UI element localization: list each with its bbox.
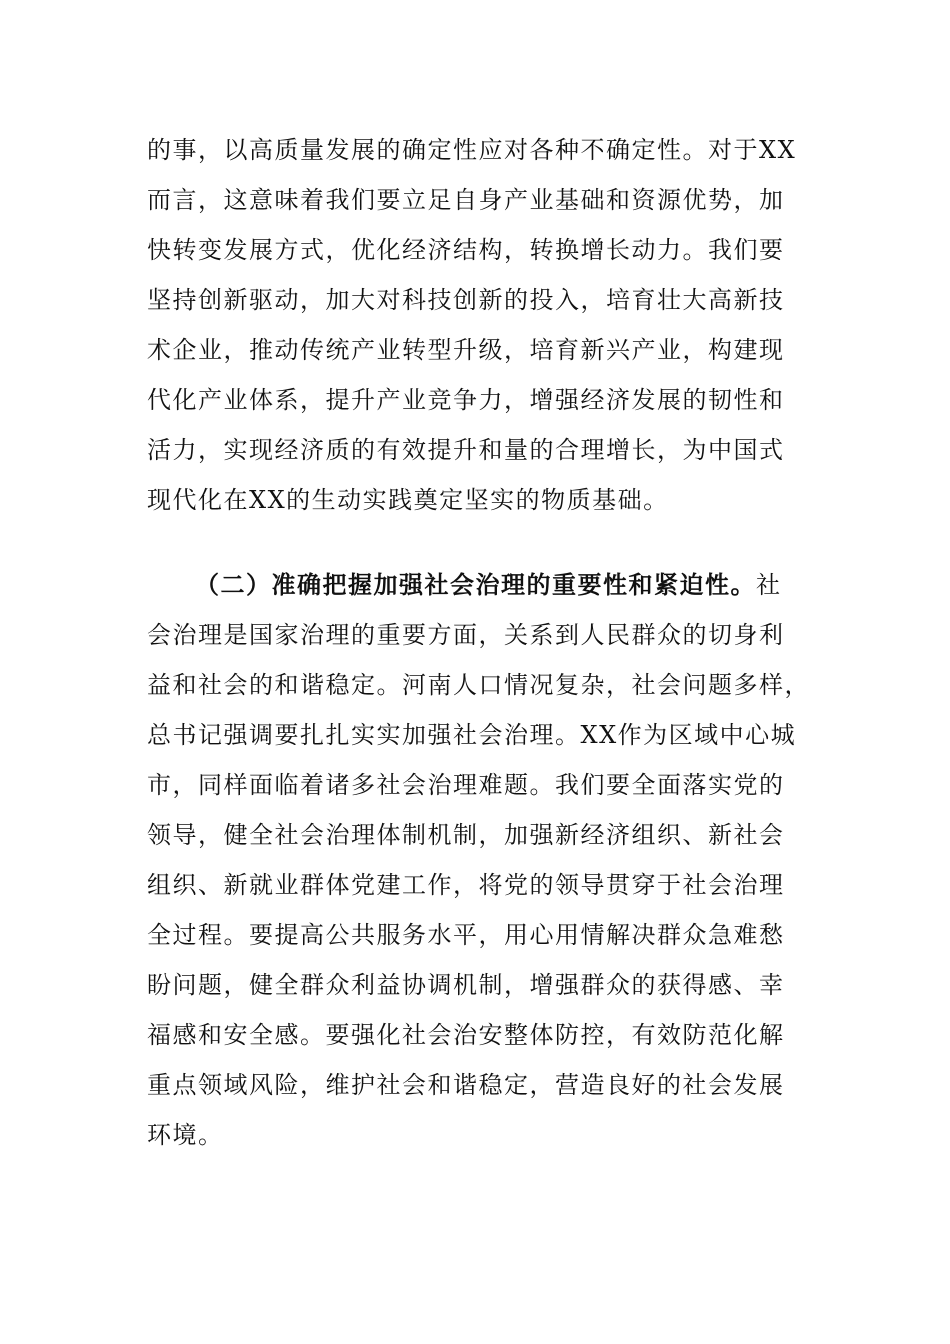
text-line: 盼问题，健全群众利益协调机制，增强群众的获得感、幸 (147, 971, 785, 999)
text-line: 会治理是国家治理的重要方面，关系到人民群众的切身利 (147, 621, 785, 649)
text-line: 快转变发展方式，优化经济结构，转换增长动力。我们要 (147, 236, 785, 264)
text-line: 总书记强调要扎扎实实加强社会治理。XX作为区域中心城 (147, 721, 797, 749)
text-line: 现代化在XX的生动实践奠定坚实的物质基础。 (147, 486, 669, 514)
text-line: 市，同样面临着诸多社会治理难题。我们要全面落实党的 (147, 771, 785, 799)
text-line: 术企业，推动传统产业转型升级，培育新兴产业，构建现 (147, 336, 785, 364)
text-line: 活力，实现经济质的有效提升和量的合理增长，为中国式 (147, 436, 785, 464)
text-line: 组织、新就业群体党建工作，将党的领导贯穿于社会治理 (147, 871, 785, 899)
text-line: 全过程。要提高公共服务水平，用心用情解决群众急难愁 (147, 921, 785, 949)
paragraph-first-line (195, 565, 807, 605)
text-line: 益和社会的和谐稳定。河南人口情况复杂，社会问题多样， (147, 671, 810, 699)
text-line: 重点领域风险，维护社会和谐稳定，营造良好的社会发展 (147, 1071, 785, 1099)
text-line: 福感和安全感。要强化社会治安整体防控，有效防范化解 (147, 1021, 785, 1049)
text-line: 的事，以高质量发展的确定性应对各种不确定性。对于XX (147, 136, 797, 164)
text-line: 坚持创新驱动，加大对科技创新的投入，培育壮大高新技 (147, 286, 785, 314)
text-line: 环境。 (147, 1121, 224, 1149)
text-line: 领导，健全社会治理体制机制，加强新经济组织、新社会 (147, 821, 785, 849)
section-heading: （二）准确把握加强社会治理的重要性和紧迫性。 (195, 571, 756, 599)
text-line: 代化产业体系，提升产业竞争力，增强经济发展的韧性和 (147, 386, 785, 414)
text-line: 而言，这意味着我们要立足自身产业基础和资源优势，加 (147, 186, 785, 214)
text-segment: 社 (756, 571, 782, 599)
